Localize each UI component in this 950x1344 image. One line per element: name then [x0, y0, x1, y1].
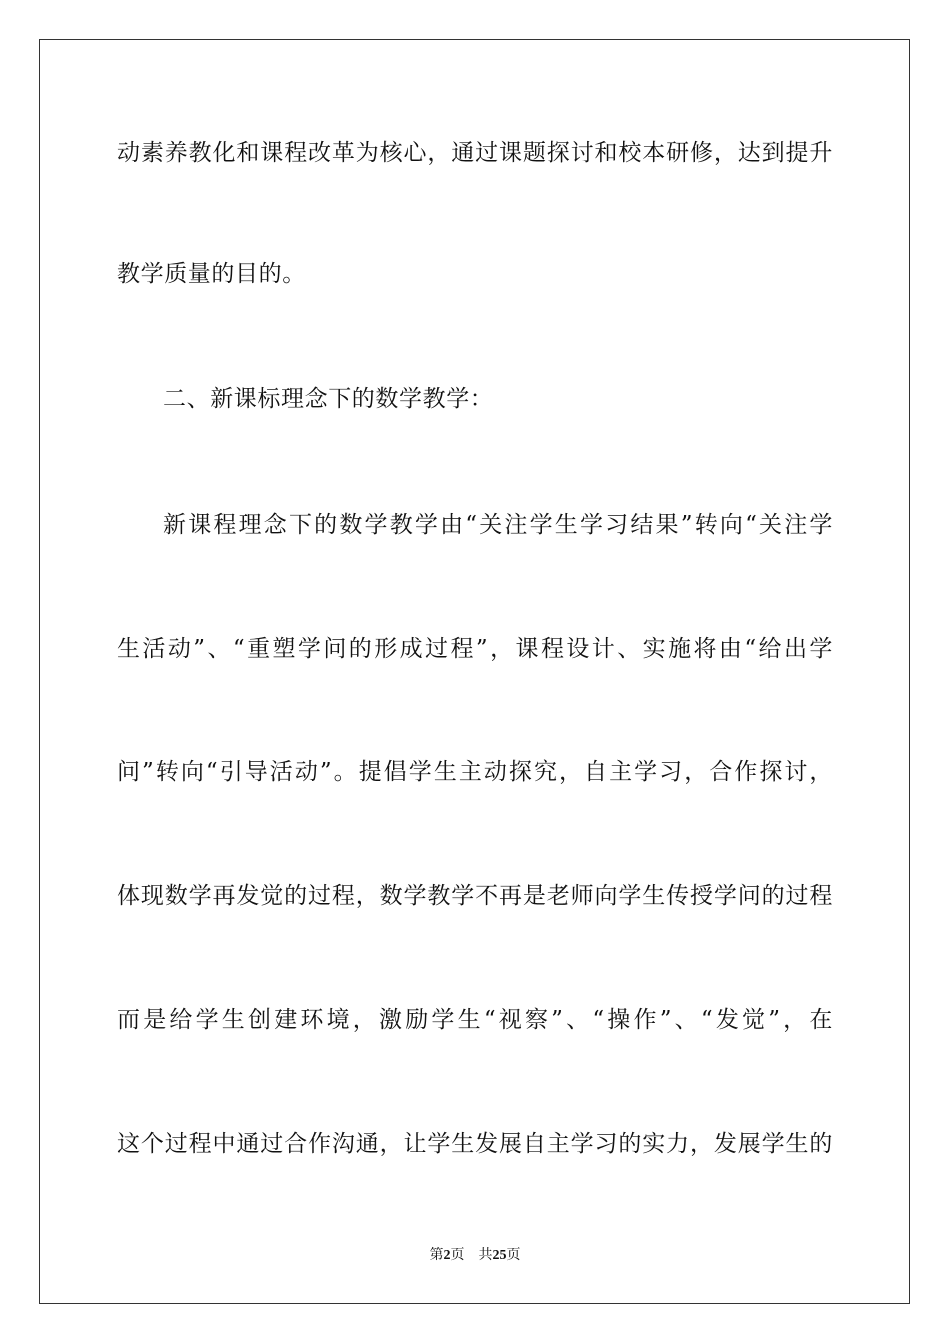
body-line-6: 问”转向“引导活动”。提倡学生主动探究，自主学习，合作探讨， — [117, 759, 833, 785]
body-line-5: 生活动”、“重塑学问的形成过程”，课程设计、实施将由“给出学 — [117, 636, 833, 662]
footer-page-prefix: 第 — [429, 1247, 444, 1263]
body-line-4: 新课程理念下的数学教学由“关注学生学习结果”转向“关注学 — [163, 512, 833, 538]
footer-total-prefix: 共 — [478, 1247, 493, 1263]
body-line-7: 体现数学再发觉的过程，数学教学不再是老师向学生传授学问的过程 — [117, 883, 833, 909]
footer-page-number: 2 — [443, 1248, 451, 1263]
page-footer — [0, 1246, 950, 1265]
footer-total-suffix: 页 — [506, 1247, 521, 1263]
section-heading: 二、新课标理念下的数学教学： — [163, 386, 494, 412]
body-line-8: 而是给学生创建环境，激励学生“视察”、“操作”、“发觉”，在 — [117, 1007, 833, 1033]
footer-page-suffix: 页 — [450, 1247, 465, 1263]
body-line-1: 动素养教化和课程改革为核心，通过课题探讨和校本研修，达到提升 — [117, 140, 833, 166]
body-line-9: 这个过程中通过合作沟通，让学生发展自主学习的实力，发展学生的 — [117, 1131, 833, 1157]
footer-total-pages: 25 — [492, 1248, 507, 1263]
page-border — [39, 39, 910, 1304]
body-line-2: 教学质量的目的。 — [117, 261, 306, 287]
